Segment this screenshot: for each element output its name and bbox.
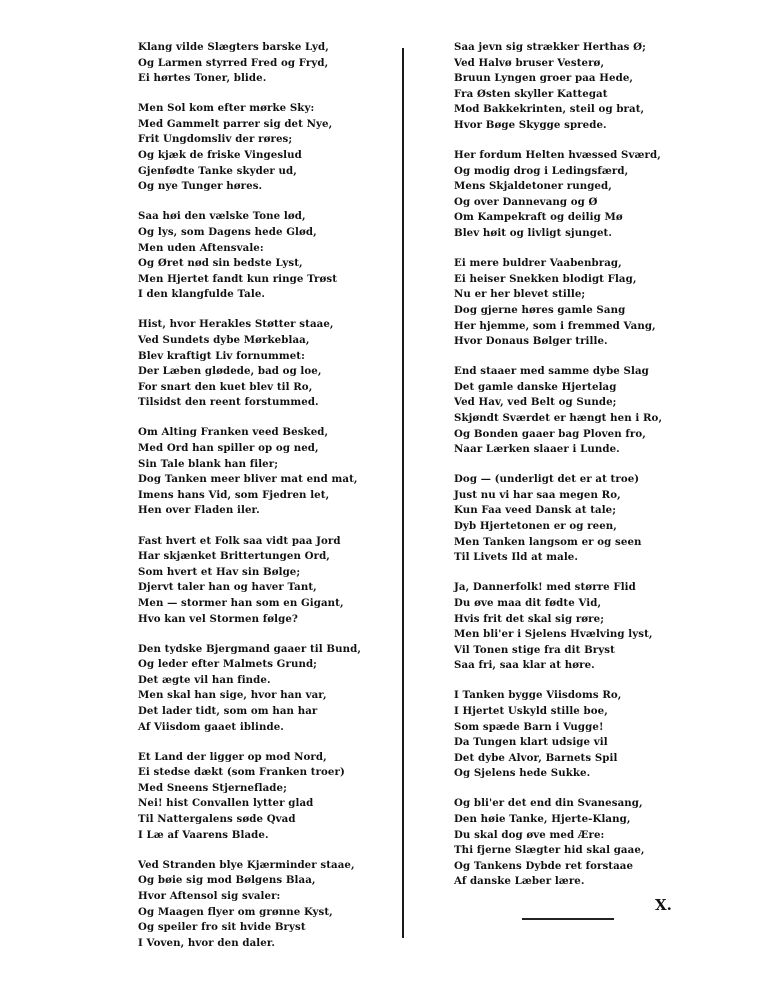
verse-line: Som hvert et Hav sin Bølge; <box>138 565 301 578</box>
verse-line: I Voven, hvor den daler. <box>138 936 276 949</box>
verse-line: Ei stedse dækt (som Franken troer) <box>138 766 345 779</box>
verse-line: Ved Hav, ved Belt og Sunde; <box>454 396 617 409</box>
verse-line: Mod Bakkekrinten, steil og brat, <box>454 103 645 116</box>
stanza <box>454 364 709 458</box>
verse-line: Og bøie sig mod Bølgens Blaa, <box>138 874 316 887</box>
verse-line: Og modig drog i Ledingsfærd, <box>454 164 629 177</box>
verse-line: Just nu vi har saa megen Ro, <box>454 488 621 501</box>
verse-line: Bruun Lyngen groer paa Hede, <box>454 72 634 85</box>
left-column <box>138 40 393 966</box>
verse-line: Og Larmen styrred Fred og Fryd, <box>138 56 329 69</box>
verse-line: Fast hvert et Folk saa vidt paa Jord <box>138 534 341 547</box>
verse-line: End staaer med samme dybe Slag <box>454 365 649 378</box>
verse-line: Og Øret nød sin bedste Lyst, <box>138 257 303 270</box>
verse-line: Ved Halvø bruser Vesterø, <box>454 56 605 69</box>
verse-line: Her hjemme, som i fremmed Vang, <box>454 319 656 332</box>
verse-line: Hist, hvor Herakles Støtter staae, <box>138 318 334 331</box>
verse-line: Dog gjerne høres gamle Sang <box>454 303 626 316</box>
verse-line: Blev høit og livligt sjunget. <box>454 227 612 240</box>
stanza <box>138 209 393 303</box>
verse-line: Og kjæk de friske Vingeslud <box>138 149 302 162</box>
page-mark: X. <box>655 896 672 914</box>
stanza <box>138 642 393 736</box>
verse-line: Men Hjertet fandt kun ringe Trøst <box>138 272 338 285</box>
verse-line: Ei heiser Snekken blodigt Flag, <box>454 272 637 285</box>
verse-line: Og speiler fro sit hvide Bryst <box>138 921 306 934</box>
stanza <box>138 101 393 195</box>
stanza <box>454 688 709 782</box>
verse-line: Af Viisdom gaaet iblinde. <box>138 720 284 733</box>
stanza <box>138 317 393 411</box>
verse-line: Hvis frit det skal sig røre; <box>454 612 605 625</box>
verse-line: Skjøndt Sværdet er hængt hen i Ro, <box>454 411 663 424</box>
verse-line: Men bli'er i Sjelens Hvælving lyst, <box>454 628 653 641</box>
verse-line: Saa jevn sig strækker Herthas Ø; <box>454 41 646 53</box>
verse-line: Med Gammelt parrer sig det Nye, <box>138 117 333 130</box>
verse-line: Et Land der ligger op mod Nord, <box>138 750 327 763</box>
stanza <box>454 148 709 242</box>
verse-line: Saa høi den vælske Tone lød, <box>138 210 306 223</box>
verse-line: Og over Dannevang og Ø <box>454 195 598 208</box>
verse-line: Nu er her blevet stille; <box>454 288 586 301</box>
verse-line: Men Tanken langsom er og seen <box>454 535 642 548</box>
verse-line: Nei! hist Convallen lytter glad <box>138 797 314 810</box>
stanza <box>454 256 709 350</box>
verse-line: Naar Lærken slaaer i Lunde. <box>454 443 620 456</box>
stanza <box>454 472 709 566</box>
verse-line: Og bli'er det end din Svanesang, <box>454 797 643 810</box>
verse-line: Til Nattergalens søde Qvad <box>138 813 296 826</box>
verse-line: Og Bonden gaaer bag Ploven fro, <box>454 427 646 440</box>
end-rule <box>522 918 614 920</box>
verse-line: I Tanken bygge Viisdoms Ro, <box>454 689 622 702</box>
verse-line: Djervt taler han og haver Tant, <box>138 581 317 594</box>
verse-line: I Hjertet Uskyld stille boe, <box>454 704 608 717</box>
verse-line: Sin Tale blank han filer; <box>138 457 279 470</box>
verse-line: Saa fri, saa klar at høre. <box>454 659 595 672</box>
verse-line: Hvor Bøge Skygge sprede. <box>454 118 607 131</box>
verse-line: Som spæde Barn i Vugge! <box>454 720 604 733</box>
stanza <box>138 425 393 519</box>
verse-line: Og nye Tunger høres. <box>138 180 263 193</box>
verse-line: Tilsidst den reent forstummed. <box>138 396 319 409</box>
verse-line: Ved Stranden blye Kjærminder staae, <box>138 858 355 871</box>
verse-line: Med Sneens Stjerneflade; <box>138 781 287 794</box>
verse-line: Den tydske Bjergmand gaaer til Bund, <box>138 642 361 655</box>
stanza <box>138 858 393 952</box>
verse-line: Frit Ungdomsliv der røres; <box>138 133 293 146</box>
verse-line: I Læ af Vaarens Blade. <box>138 828 269 841</box>
verse-line: Gjenfødte Tanke skyder ud, <box>138 164 297 177</box>
verse-line: Dyb Hjertetonen er og reen, <box>454 520 617 533</box>
verse-line: Og Tankens Dybde ret forstaae <box>454 859 634 872</box>
verse-line: Dog — (underligt det er at troe) <box>454 473 640 486</box>
verse-line: Ja, Dannerfolk! med større Flid <box>454 581 636 594</box>
stanza <box>454 40 709 134</box>
verse-line: Det lader tidt, som om han har <box>138 704 318 717</box>
verse-line: Og Maagen flyer om grønne Kyst, <box>138 905 333 918</box>
verse-line: Men skal han sige, hvor han var, <box>138 689 327 702</box>
verse-line: Fra Østen skyller Kattegat <box>454 87 608 100</box>
verse-line: Men Sol kom efter mørke Sky: <box>138 102 315 115</box>
verse-line: Den høie Tanke, Hjerte-Klang, <box>454 813 631 826</box>
verse-line: Ei mere buldrer Vaabenbrag, <box>454 257 622 270</box>
verse-line: Blev kraftigt Liv fornummet: <box>138 349 305 362</box>
stanza <box>138 534 393 628</box>
verse-line: For snart den kuet blev til Ro, <box>138 380 313 393</box>
verse-line: Kun Faa veed Dansk at tale; <box>454 504 617 517</box>
stanza <box>138 750 393 844</box>
verse-line: Men — stormer han som en Gigant, <box>138 596 344 609</box>
stanza <box>454 796 709 890</box>
verse-line: Det ægte vil han finde. <box>138 673 271 686</box>
verse-line: Hvor Donaus Bølger trille. <box>454 335 608 348</box>
column-divider <box>402 48 404 938</box>
verse-line: Ei hørtes Toner, blide. <box>138 72 267 85</box>
verse-line: Hen over Fladen iler. <box>138 504 260 517</box>
verse-line: Med Ord han spiller op og ned, <box>138 442 319 455</box>
verse-line: Dog Tanken meer bliver mat end mat, <box>138 473 358 486</box>
verse-line: Hvo kan vel Stormen følge? <box>138 612 298 625</box>
verse-line: Mens Skjaldetoner runged, <box>454 180 612 193</box>
right-column <box>454 40 709 905</box>
verse-line: Og leder efter Malmets Grund; <box>138 658 318 671</box>
verse-line: Men uden Aftensvale: <box>138 241 264 254</box>
verse-line: Om Kampekraft og deilig Mø <box>454 211 623 224</box>
verse-line: Til Livets Ild at male. <box>454 551 579 564</box>
verse-line: Du øve maa dit fødte Vid, <box>454 596 602 609</box>
verse-line: Der Læben glødede, bad og loe, <box>138 365 322 378</box>
verse-line: Thi fjerne Slægter hid skal gaae, <box>454 844 645 857</box>
verse-line: Om Alting Franken veed Besked, <box>138 426 329 439</box>
verse-line: I den klangfulde Tale. <box>138 288 266 301</box>
verse-line: Imens hans Vid, som Fjedren let, <box>138 488 330 501</box>
verse-line: Vil Tonen stige fra dit Bryst <box>454 643 615 656</box>
verse-line: Her fordum Helten hvæssed Sværd, <box>454 149 661 162</box>
verse-line: Klang vilde Slægters barske Lyd, <box>138 41 329 53</box>
verse-line: Og lys, som Dagens hede Glød, <box>138 225 317 238</box>
verse-line: Og Sjelens hede Sukke. <box>454 767 591 780</box>
verse-line: Hvor Aftensol sig svaler: <box>138 889 281 902</box>
verse-line: Ved Sundets dybe Mørkeblaa, <box>138 334 310 346</box>
stanza <box>138 40 393 87</box>
verse-line: Du skal dog øve med Ære: <box>454 828 605 841</box>
verse-line: Af danske Læber lære. <box>454 875 585 888</box>
verse-line: Da Tungen klart udsige vil <box>454 736 608 749</box>
verse-line: Det dybe Alvor, Barnets Spil <box>454 751 618 764</box>
verse-line: Det gamle danske Hjertelag <box>454 380 617 393</box>
verse-line: Har skjænket Brittertungen Ord, <box>138 550 330 563</box>
stanza <box>454 580 709 674</box>
